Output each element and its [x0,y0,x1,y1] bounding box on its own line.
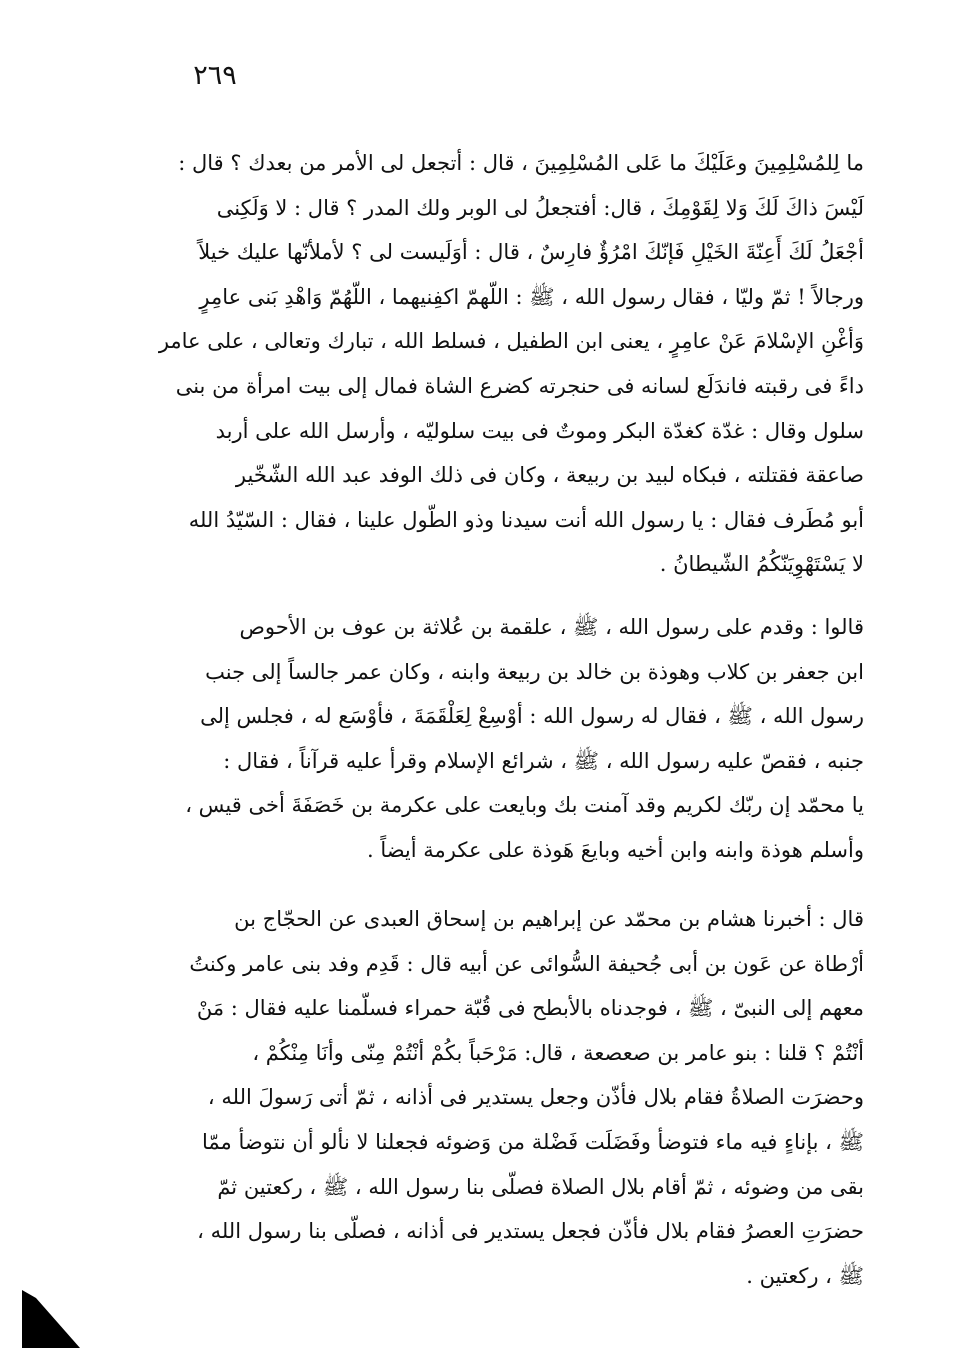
text-line: يا محمّد إن ربّك لكريم وقد آمنت بك وبايعت على عكرمة بن خَصَفَةَ أخى قيس ، [185,793,864,818]
text-line: رسول الله ، ﷺ ، فقال له رسول الله : أوْسِعْ لِعَلْقَمَةَ ، فأوْسَع له ، فجلس إلى [200,704,864,729]
text-line: أجْعَلُ لَكَ أَعِنّةَ الخَيْلِ فَإنّكَ امْرُؤٌ فارِسٌ ، قال : أوَلَيست لى ؟ لأملأنّها عليك خيلاً [198,240,864,265]
text-line: قالوا : وقدم على رسول الله ، ﷺ ، علقمة بن عُلاثة بن عوف بن الأحوص [239,615,864,639]
text-line: حضرَتِ العصرُ فقام بلال فأذّن فجعل يستدير فى أذانه ، فصلّى بنا رسول الله ، [197,1219,864,1244]
text-line: بقى من وضوئه ، ثمّ أقام بلال الصلاة فصلّى بنا رسول الله ، ﷺ ، ركعتين ثمّ [217,1174,864,1199]
paragraph-3 [158,897,864,1298]
text-line: أنْتُمْ ؟ قلنا : بنو عامر بن صعصعة ، قال: مَرْحَباً بكُمْ أنْتُمْ مِنّى وأنَا مِنْكُمْ ، [252,1040,864,1065]
text-line: ورجالاً ! ثمّ وليّا ، فقال رسول الله ، ﷺ : اللّهمّ اكفِنيهما ، اللّهُمّ وَاهْدِ بَنى عامِرٍ [199,284,864,309]
text-line: ما لِلمُسْلِمِينَ وعَلَيْكَ ما عَلى المُسْلِمِينَ ، قال : أتجعل لى الأمر من بعدك ؟ قال : [178,151,864,175]
text-line: ابن جعفر بن كلاب وهوذة بن خالد بن ربيعة وابنه ، وكان عمر جالساً إلى جنب [205,659,864,684]
text-line: أبو مُطَرف فقال : يا رسول الله أنت سيدنا وذو الطّول علينا ، فقال : السّيّدُ الله [188,507,864,532]
text-line: لَيْسَ ذاكَ لَكَ وَلا لِقَوْمِكَ ، قال: أفتجعلُ لى الوبر ولك المدر ؟ قال : لا وَلَكِنى [216,195,864,220]
text-line: أرْطاة عن عَون بن أبى جُحيفة السُّوائى عن أبيه قال : قَدِم وفد بنى عامر وكنتُ [189,951,864,976]
page-number: ٢٦٩ [193,60,237,91]
text-line: سلول وقال : غدّة كغدّة البكر وموتٌ فى بيت سلوليّه ، وأرسل الله على أربد [215,418,864,443]
corner-scan-mark [22,1290,80,1348]
text-line: وأسلم هوذة وابنه وابن أخيه وبايعَ هَوذة على عكرمة أيضاً . [366,837,864,862]
text-line: داءً فى رقبته فاندَلَع لسانه فى حنجرته كضرع الشاة فمال إلى بيت امرأة من بنى [175,373,864,398]
text-line: لا يَسْتَهْوِيَنّكُمُ الشّيطانُ . [659,552,864,577]
text-line: ﷺ ، ركعتين . [746,1263,864,1288]
text-line: معهم إلى النبىّ ، ﷺ ، فوجدناه بالأبطح فى قُبّة حمراء فسلّمنا عليه فقال : مَنْ [196,996,864,1021]
text-line: وحضرَت الصلاةُ فقام بلال فأذّن وجعل يستدير فى أذانه ، ثمّ أتى رَسولَ الله ، [207,1085,864,1110]
text-line: صاعقة فقتلته ، فبكاه لبيد بن ربيعة ، وكان فى ذلك الوفد عبد الله الشّخّير [235,463,864,488]
paragraph-2 [158,605,864,873]
text-line: ﷺ ، بإناءٍ فيه ماء فتوضأ وفَضَلَت فَضْلة من وَضوئه فجعلنا لا نألو أن نتوضأ ممّا [201,1129,864,1154]
text-line: وَأغْنِ الإسْلامَ عَنْ عامِرٍ ، يعنى ابن الطفيل ، فسلط الله ، تبارك وتعالى ، على عامر [158,329,864,354]
paragraph-1 [158,141,864,587]
text-line: قال : أخبرنا هشام بن محمّد عن إبراهيم بن إسحاق العبدى عن الحجّاج بن [234,907,864,931]
text-line: جنبه ، فقصّ عليه رسول الله ، ﷺ ، شرائع الإسلام وقرأ عليه قرآناً ، فقال : [223,748,864,773]
